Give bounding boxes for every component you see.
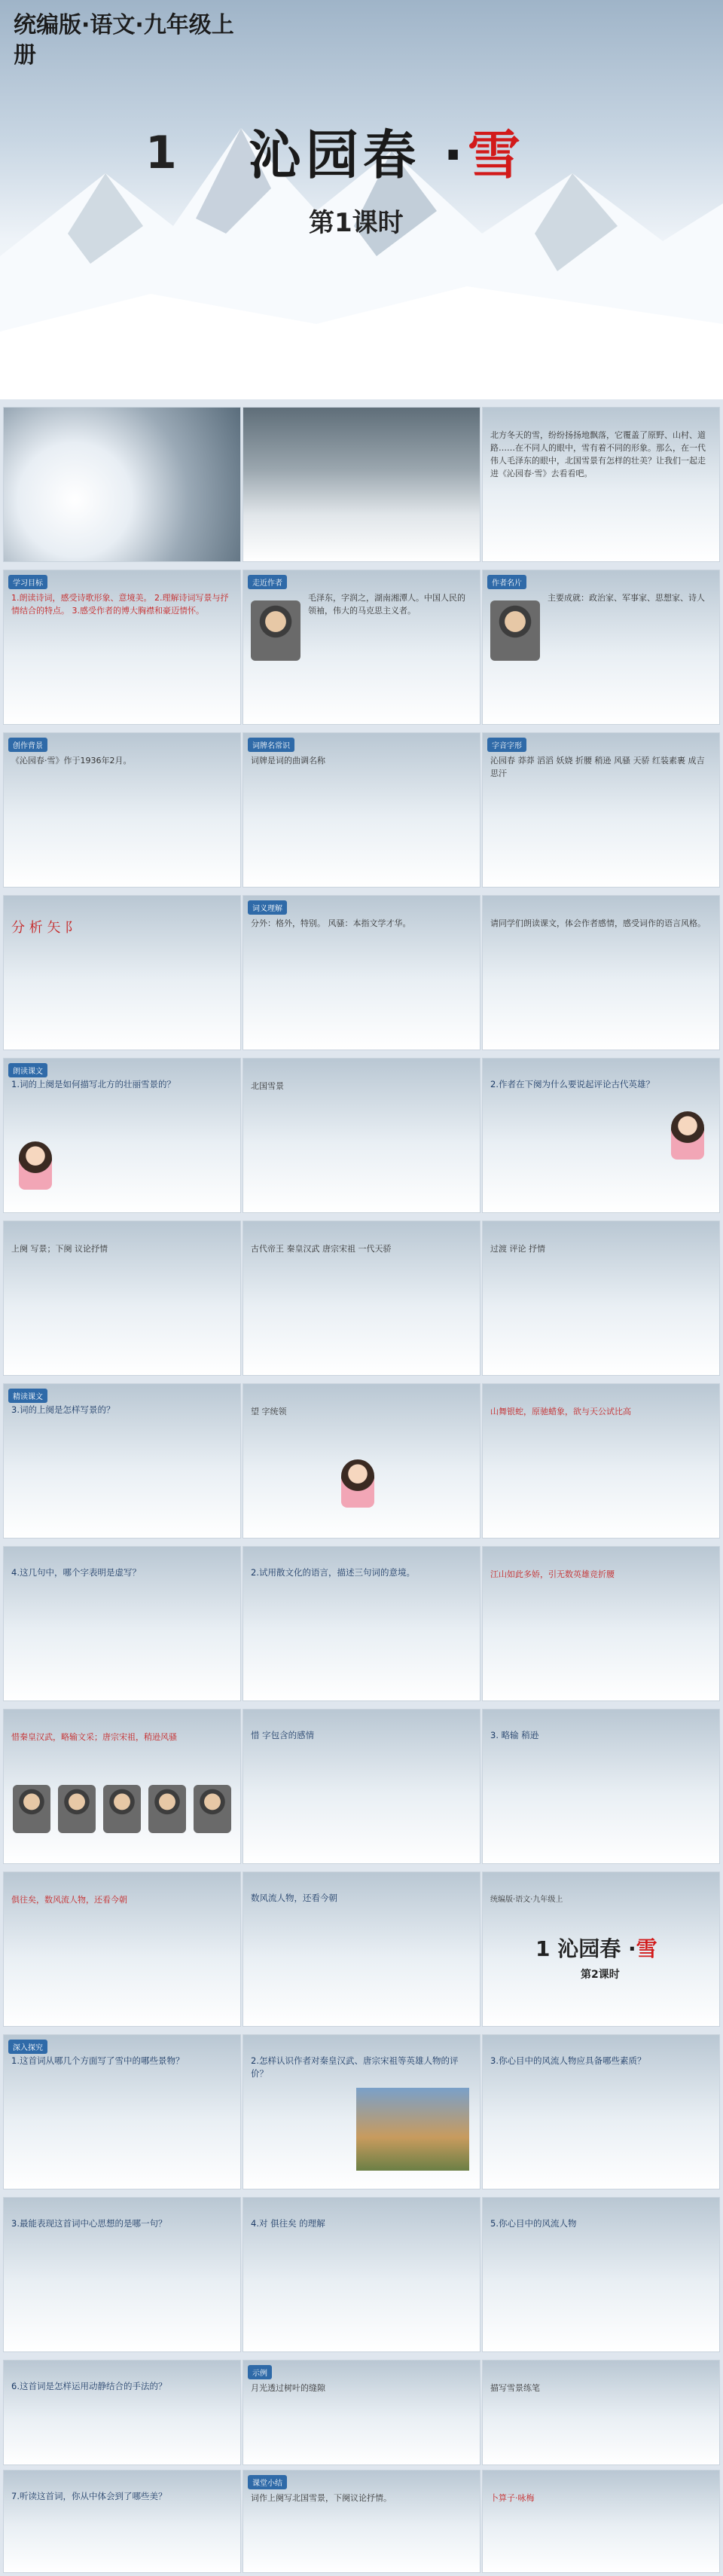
slide-structure xyxy=(3,1221,241,1376)
slide-question: 4.这几句中，哪个字表明是虚写？ xyxy=(11,1567,141,1578)
slide-text: 沁园春 莽莽 滔滔 妖娆 折腰 稍逊 风骚 天骄 红装素裹 成吉思汗 xyxy=(490,756,705,778)
slide-text: 惜秦皇汉武，略输文采；唐宗宋祖，稍逊风骚 xyxy=(11,1732,177,1742)
slide-author xyxy=(243,570,480,725)
slide-tag: 课堂小结 xyxy=(248,2475,287,2489)
slide-prose xyxy=(243,1546,480,1701)
slide-question: 3. 略输 稍逊 xyxy=(490,1730,539,1740)
slide-question: 惜 字包含的感情 xyxy=(251,1730,315,1740)
slide-tag: 示例 xyxy=(248,2365,272,2379)
slide-plum xyxy=(482,2470,720,2573)
slide-text: 卜算子·咏梅 xyxy=(490,2493,535,2503)
slide-snow-forest xyxy=(3,407,241,562)
title-main: 沁园春 · xyxy=(249,124,468,186)
slide-question-2 xyxy=(482,1058,720,1213)
slide-shu-xun xyxy=(482,1709,720,1864)
slide-tag: 作者名片 xyxy=(487,575,526,589)
slide-read-aloud xyxy=(482,895,720,1050)
slide-text: 望 字统领 xyxy=(251,1407,287,1416)
slide-summary xyxy=(243,2470,480,2573)
slide-text: 《沁园春·雪》作于1936年2月。 xyxy=(11,756,132,765)
slide-emperors xyxy=(243,1221,480,1376)
slide-text: 毛泽东，字润之，湖南湘潭人。中国人民的领袖，伟大的马克思主义者。 xyxy=(308,593,465,616)
cartoon-girl-icon xyxy=(341,1459,374,1508)
slide-question: 3.最能表现这首词中心思想的是哪一句？ xyxy=(11,2218,167,2229)
slide-explore-2 xyxy=(482,2034,720,2189)
slide-question: 3.词的上阕是怎样写景的？ xyxy=(11,1404,115,1415)
emperor-portrait xyxy=(148,1785,186,1833)
slide-text: 描写雪景练笔 xyxy=(490,2383,540,2393)
slide-question: 2.怎样认识作者对秦皇汉武、唐宗宋祖等英雄人物的评价？ xyxy=(251,2055,459,2079)
mini-lesson: 第2课时 xyxy=(581,1969,620,1981)
slide-question: 4.对 俱往矣 的理解 xyxy=(251,2218,325,2229)
mini-title: 1 沁园春 ·雪 xyxy=(535,1936,657,1961)
slide-text: 俱往矣，数风流人物，还看今朝 xyxy=(11,1895,127,1905)
slide-tag: 精读课文 xyxy=(8,1389,47,1403)
slide-text: 请同学们朗读课文，体会作者感情，感受词作的语言风格。 xyxy=(490,918,706,928)
slide-tag: 词牌名常识 xyxy=(248,738,294,752)
great-wall-image xyxy=(356,2088,469,2171)
slide-dynamic-static xyxy=(3,2360,241,2465)
slide-question-4 xyxy=(3,1546,241,1701)
slide-question: 2.试用散文化的语言，描述三句词的意境。 xyxy=(251,1567,415,1578)
emperor-portrait xyxy=(103,1785,141,1833)
slide-question: 5.你心目中的风流人物 xyxy=(490,2218,577,2229)
slide-tag: 字音字形 xyxy=(487,738,526,752)
slide-cipai xyxy=(243,732,480,888)
slide-characters xyxy=(3,895,241,1050)
slide-question: 6.这首词是怎样运用动静结合的手法的？ xyxy=(11,2381,167,2391)
edition-label: 统编版·语文·九年级上册 xyxy=(14,12,234,69)
slide-snow-village xyxy=(243,407,480,562)
slide-close-reading xyxy=(3,1383,241,1539)
slide-second-title xyxy=(482,1872,720,2027)
slide-ju-wang-2 xyxy=(243,2197,480,2352)
slide-wang xyxy=(243,1383,480,1539)
slide-tag: 学习目标 xyxy=(8,575,47,589)
slide-explore-map xyxy=(243,2034,480,2189)
slide-author-card xyxy=(482,570,720,725)
slide-text: 1.朗读诗词，感受诗歌形象、意境美。 2.理解诗词写景与抒情结合的特点。 3.感受作者的博大胸襟和豪迈情怀。 xyxy=(11,593,229,616)
slide-vocabulary xyxy=(243,895,480,1050)
slide-text: 分外：格外，特别。 风骚：本指文学才华。 xyxy=(251,918,411,928)
cartoon-girl-icon xyxy=(671,1111,704,1160)
slide-tag: 朗读课文 xyxy=(8,1063,47,1077)
slide-text: 分 析 矢 阝 xyxy=(11,920,79,936)
emperor-portrait xyxy=(13,1785,50,1833)
slide-example xyxy=(243,2360,480,2465)
title-red-char: 雪 xyxy=(467,124,525,186)
slide-question: 7.听读这首词，你从中体会到了哪些美？ xyxy=(11,2491,167,2501)
slide-text: 词牌是词的曲调名称 xyxy=(251,756,325,765)
lesson-title xyxy=(249,113,525,189)
lesson-period: 第1课时 xyxy=(309,208,404,238)
author-portrait xyxy=(490,600,540,661)
slide-pronunciation xyxy=(482,732,720,888)
slide-intro xyxy=(482,407,720,562)
hero-slide xyxy=(0,0,723,399)
slide-question: 数风流人物，还看今朝 xyxy=(251,1893,337,1903)
slide-text: 月光透过树叶的缝隙 xyxy=(251,2383,325,2393)
slide-tag: 创作背景 xyxy=(8,738,47,752)
slide-tag: 深入探究 xyxy=(8,2040,47,2054)
slide-background xyxy=(3,732,241,888)
slide-ju-wang xyxy=(3,1872,241,2027)
slide-text: 词作上阕写北国雪景，下阕议论抒情。 xyxy=(251,2493,392,2503)
slide-text: 北国雪景 xyxy=(251,1081,284,1091)
slide-north-scenery xyxy=(243,1058,480,1213)
slide-text: 北方冬天的雪，纷纷扬扬地飘落，它覆盖了原野、山村、道路……在不同人的眼中，雪有着不同的形象。那么，在一代伟人毛泽东的眼中，北国雪景有怎样的壮美？让我们一起走进《沁园春·雪》去看看吧。 xyxy=(490,430,706,478)
slide-jiangshan xyxy=(482,1546,720,1701)
slide-text: 统编版·语文·九年级上 xyxy=(490,1896,563,1904)
slide-fengliu-2 xyxy=(482,2197,720,2352)
author-portrait xyxy=(251,600,300,661)
slide-question: 1.词的上阕是如何描写北方的壮丽雪景的？ xyxy=(11,1079,175,1089)
slide-question: 3.你心目中的风流人物应具备哪些素质？ xyxy=(490,2055,646,2066)
slide-question-1 xyxy=(3,1058,241,1213)
emperor-portrait xyxy=(194,1785,231,1833)
slide-text: 过渡 评论 抒情 xyxy=(490,1244,545,1254)
slide-emperor-portraits xyxy=(3,1709,241,1864)
slide-text: 江山如此多娇，引无数英雄竞折腰 xyxy=(490,1569,615,1579)
slide-text: 主要成就：政治家、军事家、思想家、诗人 xyxy=(548,593,705,603)
slide-text: 上阕 写景；下阕 议论抒情 xyxy=(11,1244,108,1254)
slide-central-line xyxy=(3,2197,241,2352)
slide-text: 古代帝王 秦皇汉武 唐宗宋祖 一代天骄 xyxy=(251,1244,392,1254)
slide-text: 山舞银蛇，原驰蜡象，欲与天公试比高 xyxy=(490,1407,631,1416)
emperor-portrait xyxy=(58,1785,96,1833)
slide-tag: 走近作者 xyxy=(248,575,287,589)
slide-explore-1 xyxy=(3,2034,241,2189)
cartoon-girl-icon xyxy=(19,1141,52,1190)
slide-tag: 词义理解 xyxy=(248,900,287,915)
lesson-number: 1 xyxy=(145,127,177,179)
slide-transition xyxy=(482,1221,720,1376)
slide-question: 2.作者在下阕为什么要说起评论古代英雄？ xyxy=(490,1079,654,1089)
slide-writing xyxy=(482,2360,720,2465)
slide-xi xyxy=(243,1709,480,1864)
slide-goals xyxy=(3,570,241,725)
slide-silver-snake xyxy=(482,1383,720,1539)
slide-beauty xyxy=(3,2470,241,2573)
slide-fengliu xyxy=(243,1872,480,2027)
slide-question: 1.这首词从哪几个方面写了雪中的哪些景物？ xyxy=(11,2055,185,2066)
